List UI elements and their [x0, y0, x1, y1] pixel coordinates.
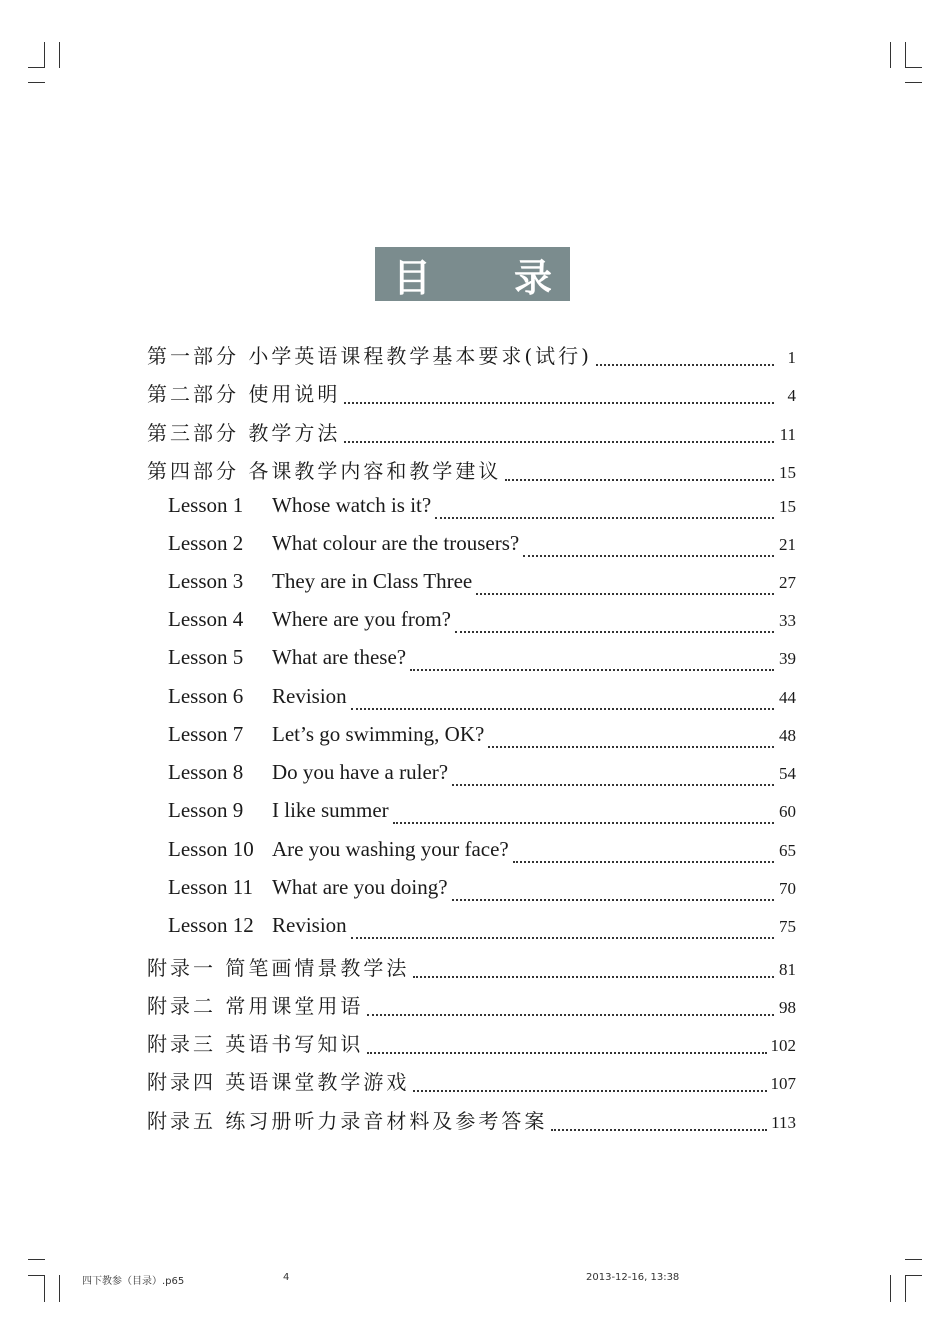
toc-entry-label: 第二部分 使用说明	[147, 382, 341, 406]
leader-dots	[344, 441, 774, 443]
page-title-left: 目	[393, 255, 432, 300]
toc-page-number: 15	[779, 463, 796, 482]
toc-part-2[interactable]	[147, 378, 796, 416]
crop-mark	[905, 1259, 922, 1260]
crop-mark	[905, 42, 906, 68]
toc-entry-label: 第四部分 各课教学内容和教学建议	[147, 459, 502, 483]
toc-lesson-6[interactable]	[168, 684, 796, 722]
lesson-number: Lesson 6	[168, 684, 244, 708]
toc-lesson-12[interactable]	[168, 913, 796, 951]
leader-dots	[455, 631, 774, 633]
toc-page-number: 39	[779, 649, 796, 668]
leader-dots	[505, 479, 774, 481]
crop-mark	[890, 1275, 891, 1302]
leader-dots	[367, 1052, 766, 1054]
lesson-number: Lesson 4	[168, 607, 244, 631]
toc-lesson-9[interactable]	[168, 798, 796, 836]
lesson-title: Revision	[272, 684, 347, 708]
leader-dots	[452, 784, 774, 786]
toc-part-3[interactable]	[147, 417, 796, 455]
toc-page-number: 54	[779, 764, 796, 783]
leader-dots	[393, 822, 774, 824]
leader-dots	[523, 555, 774, 557]
toc-page-number: 11	[779, 425, 796, 444]
crop-mark	[28, 1275, 45, 1276]
crop-mark	[905, 67, 922, 68]
lesson-number: Lesson 9	[168, 798, 244, 822]
toc-page-number: 1	[787, 348, 796, 367]
toc-lesson-7[interactable]	[168, 722, 796, 760]
leader-dots	[410, 669, 774, 671]
toc-lesson-8[interactable]	[168, 760, 796, 798]
crop-mark	[905, 1275, 906, 1302]
toc-appendix-5[interactable]	[147, 1105, 796, 1143]
crop-mark	[28, 1259, 45, 1260]
crop-mark	[905, 1275, 922, 1276]
lesson-title: Do you have a ruler?	[272, 760, 449, 784]
leader-dots	[488, 746, 774, 748]
lesson-number: Lesson 10	[168, 837, 254, 861]
lesson-title: Are you washing your face?	[272, 837, 509, 861]
leader-dots	[413, 1090, 766, 1092]
crop-mark	[59, 1275, 60, 1302]
toc-page-number: 21	[779, 535, 796, 554]
lesson-number: Lesson 8	[168, 760, 244, 784]
footer-page-number: 4	[283, 1272, 290, 1283]
leader-dots	[367, 1014, 774, 1016]
crop-mark	[890, 42, 891, 68]
leader-dots	[476, 593, 774, 595]
toc-lesson-4[interactable]	[168, 607, 796, 645]
leader-dots	[551, 1129, 767, 1131]
toc-page-number: 75	[779, 917, 796, 936]
crop-mark	[44, 42, 45, 68]
footer-timestamp: 2013-12-16, 13:38	[586, 1272, 680, 1283]
crop-mark	[28, 82, 45, 83]
leader-dots	[344, 402, 774, 404]
leader-dots	[596, 364, 774, 366]
leader-dots	[351, 708, 774, 710]
leader-dots	[413, 976, 774, 978]
lesson-number: Lesson 2	[168, 531, 244, 555]
toc-page-number: 98	[779, 998, 796, 1017]
lesson-title: Revision	[272, 913, 347, 937]
toc-page-number: 60	[779, 802, 796, 821]
toc-page-number: 70	[779, 879, 796, 898]
crop-mark	[28, 67, 45, 68]
toc-page-number: 107	[770, 1074, 796, 1093]
toc-page-number: 33	[779, 611, 796, 630]
toc-appendix-4[interactable]	[147, 1066, 796, 1104]
toc-entry-label: 附录一 简笔画情景教学法	[147, 956, 410, 980]
lesson-title: They are in Class Three	[272, 569, 473, 593]
leader-dots	[351, 937, 774, 939]
toc-page-number: 44	[779, 688, 796, 707]
lesson-title: What are these?	[272, 645, 407, 669]
toc-page-number: 102	[770, 1036, 796, 1055]
toc-part-4[interactable]	[147, 455, 796, 493]
toc-entry-label: 附录四 英语课堂教学游戏	[147, 1070, 410, 1094]
toc-page-number: 4	[787, 386, 796, 405]
lesson-number: Lesson 1	[168, 493, 244, 517]
lesson-title: Where are you from?	[272, 607, 451, 631]
lesson-title: What colour are the trousers?	[272, 531, 520, 555]
toc-part-1[interactable]	[147, 340, 796, 378]
lesson-title: Let’s go swimming, OK?	[272, 722, 485, 746]
lesson-title: I like summer	[272, 798, 389, 822]
lesson-title: What are you doing?	[272, 875, 448, 899]
lesson-number: Lesson 5	[168, 645, 244, 669]
toc-page-number: 48	[779, 726, 796, 745]
lesson-number: Lesson 11	[168, 875, 253, 899]
lesson-title: Whose watch is it?	[272, 493, 432, 517]
toc-lesson-1[interactable]	[168, 493, 796, 531]
leader-dots	[435, 517, 774, 519]
crop-mark	[905, 82, 922, 83]
leader-dots	[452, 899, 774, 901]
toc-page-number: 65	[779, 841, 796, 860]
toc-page-number: 27	[779, 573, 796, 592]
crop-mark	[59, 42, 60, 68]
toc-appendix-2[interactable]	[147, 990, 796, 1028]
page-title-right: 录	[513, 255, 552, 300]
crop-mark	[44, 1275, 45, 1302]
lesson-number: Lesson 12	[168, 913, 254, 937]
leader-dots	[513, 861, 774, 863]
toc-appendix-3[interactable]	[147, 1028, 796, 1066]
toc-entry-label: 第一部分 小学英语课程教学基本要求(试行)	[147, 344, 592, 368]
toc-lesson-5[interactable]	[168, 645, 796, 683]
lesson-number: Lesson 7	[168, 722, 244, 746]
toc-page-number: 81	[779, 960, 796, 979]
toc-page-number: 15	[779, 497, 796, 516]
toc-lesson-11[interactable]	[168, 875, 796, 913]
toc-entry-label: 附录三 英语书写知识	[147, 1032, 364, 1056]
toc-entry-label: 第三部分 教学方法	[147, 421, 341, 445]
toc-lesson-2[interactable]	[168, 531, 796, 569]
toc-appendix-1[interactable]	[147, 952, 796, 990]
toc-lesson-3[interactable]	[168, 569, 796, 607]
lesson-number: Lesson 3	[168, 569, 244, 593]
footer-filename: 四下教参（目录）.p65	[82, 1276, 185, 1287]
toc-entry-label: 附录五 练习册听力录音材料及参考答案	[147, 1109, 548, 1133]
toc-page-number: 113	[771, 1113, 796, 1132]
page-title	[375, 247, 570, 301]
toc-entry-label: 附录二 常用课堂用语	[147, 994, 364, 1018]
toc-lesson-10[interactable]	[168, 837, 796, 875]
